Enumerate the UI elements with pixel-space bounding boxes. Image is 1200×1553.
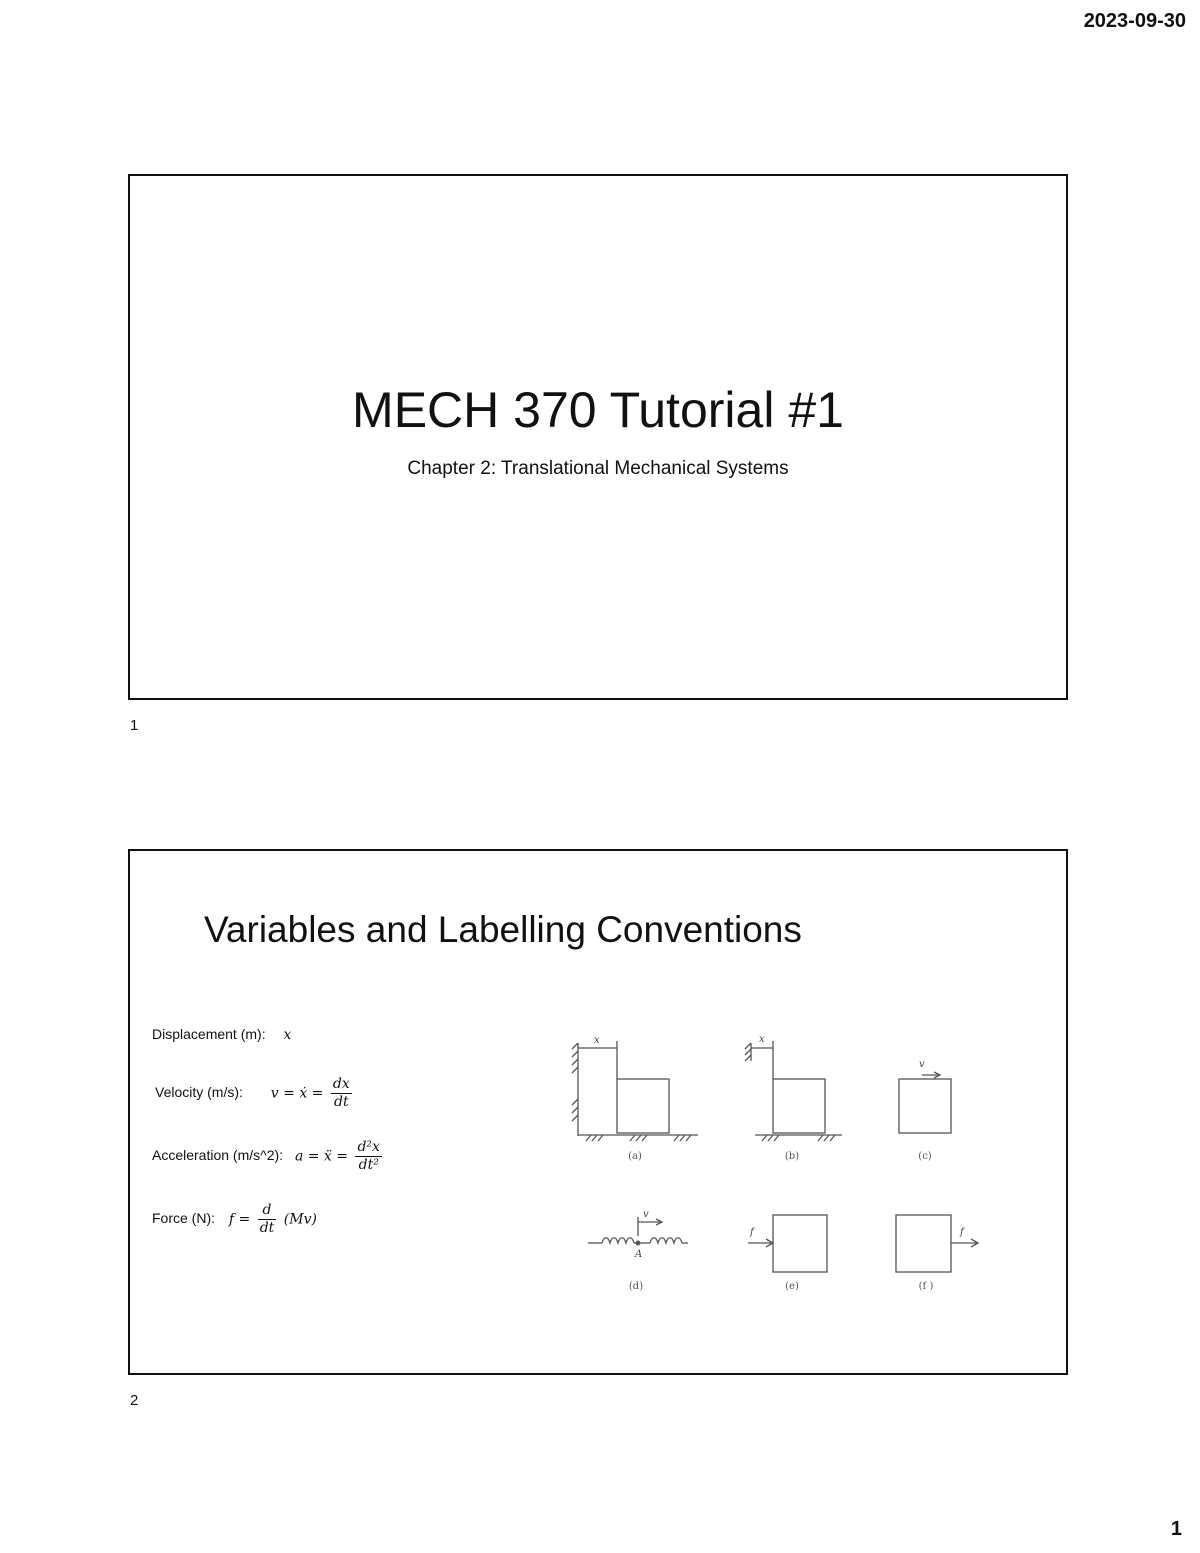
slide-subtitle: Chapter 2: Translational Mechanical Systems xyxy=(407,458,789,479)
figure-panels xyxy=(550,1031,990,1301)
slide-title: Variables and Labelling Conventions xyxy=(204,909,802,950)
caption-a: (a) xyxy=(628,1151,642,1162)
figure-e xyxy=(748,1215,827,1272)
slide-title: MECH 370 Tutorial #1 xyxy=(352,382,844,438)
slide-2 xyxy=(128,849,1068,1375)
page-number: 1 xyxy=(1170,1518,1182,1540)
caption-d: (d) xyxy=(628,1281,644,1292)
caption-b: (b) xyxy=(784,1151,800,1162)
variable-formula: x xyxy=(283,1027,292,1044)
variable-label: Displacement (m): xyxy=(152,1026,266,1042)
page-date: 2023-09-30 xyxy=(1083,10,1186,32)
slide-number: 1 xyxy=(130,717,139,734)
slide-1 xyxy=(128,174,1068,700)
variable-force xyxy=(152,1202,317,1237)
figure-d xyxy=(588,1217,688,1245)
caption-f: (f ) xyxy=(918,1281,934,1292)
figure-c xyxy=(899,1072,951,1133)
variable-formula: f = $\frac{d}{dt}$ (Mv) xyxy=(228,1202,317,1236)
symbol-v: v xyxy=(643,1209,649,1220)
symbol-f: f xyxy=(960,1227,964,1238)
caption-c: (c) xyxy=(918,1151,932,1162)
variable-formula: v = ẋ = $\frac{dx}{dt}$ xyxy=(270,1076,350,1110)
variable-displacement xyxy=(152,1026,291,1043)
figure-b xyxy=(745,1041,842,1141)
variable-label: Acceleration (m/s^2): xyxy=(152,1147,284,1164)
labelling-figures xyxy=(550,1031,990,1301)
figure-a xyxy=(572,1041,698,1141)
variable-velocity xyxy=(152,1076,355,1111)
variable-label: Velocity (m/s): xyxy=(155,1084,243,1101)
symbol-x: x xyxy=(594,1035,600,1046)
figure-f xyxy=(896,1215,978,1272)
variable-formula: a = ẍ = $\frac{\text{d²x}}{\text{dt²}}$ xyxy=(294,1139,380,1173)
slide-number: 2 xyxy=(130,1392,139,1409)
symbol-f: f xyxy=(750,1227,754,1238)
symbol-x: x xyxy=(759,1034,765,1045)
symbol-v: v xyxy=(919,1059,925,1070)
variable-acceleration xyxy=(152,1139,385,1174)
caption-e: (e) xyxy=(785,1281,799,1292)
symbol-A: A xyxy=(635,1249,643,1260)
variable-label: Force (N): xyxy=(152,1210,215,1227)
